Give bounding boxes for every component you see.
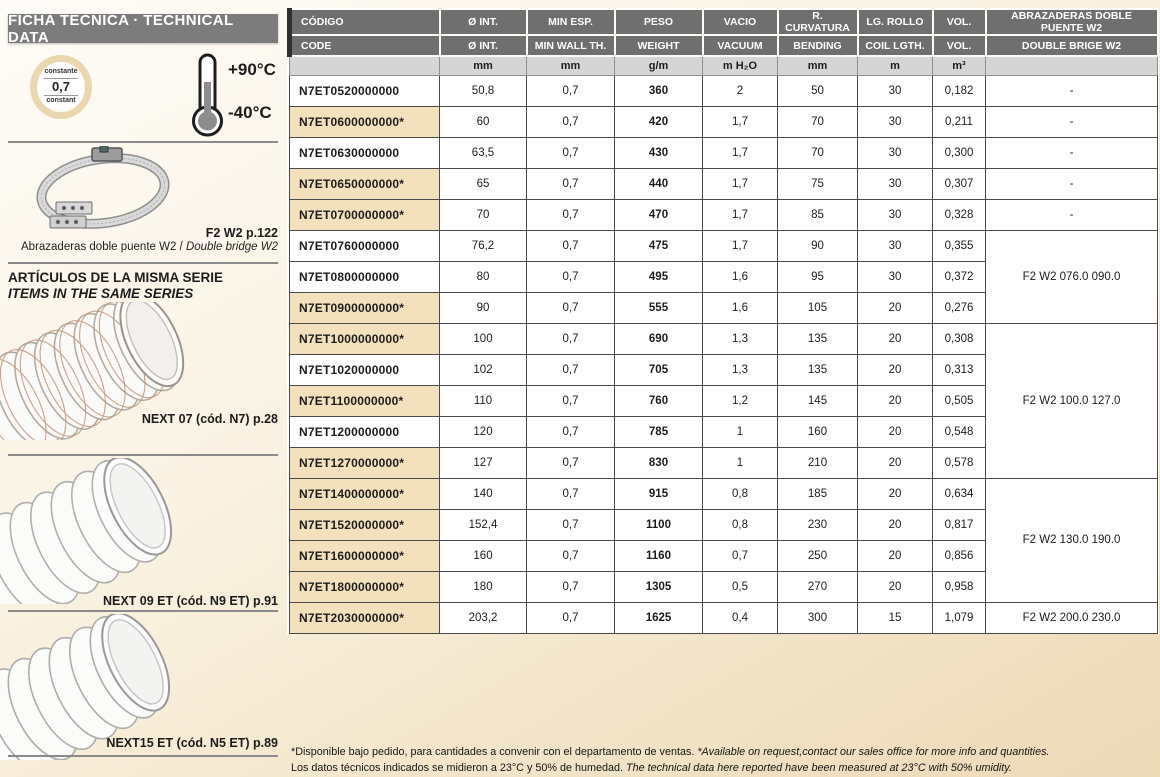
- code-cell: N7ET0650000000*: [290, 168, 440, 199]
- volume-cell: 0,548: [933, 416, 986, 447]
- code-cell: N7ET1020000000: [290, 354, 440, 385]
- code-cell: N7ET0520000000: [290, 75, 440, 106]
- sidebar-divider: [8, 454, 278, 456]
- bending-radius-cell: 75: [778, 168, 858, 199]
- vacuum-cell: 0,5: [703, 571, 778, 602]
- bending-radius-cell: 160: [778, 416, 858, 447]
- vacuum-cell: 1,7: [703, 230, 778, 261]
- coil-length-cell: 30: [858, 261, 933, 292]
- table-row: [290, 602, 1158, 633]
- bending-radius-cell: 105: [778, 292, 858, 323]
- weight-cell: 430: [615, 137, 703, 168]
- bending-radius-cell: 185: [778, 478, 858, 509]
- coil-length-cell: 20: [858, 571, 933, 602]
- vacuum-cell: 0,4: [703, 602, 778, 633]
- vacuum-cell: 1,3: [703, 354, 778, 385]
- table-row: [290, 137, 1158, 168]
- series-title-en: ITEMS IN THE SAME SERIES: [8, 286, 194, 301]
- vacuum-cell: 1,3: [703, 323, 778, 354]
- coil-length-cell: 30: [858, 106, 933, 137]
- table-row: [290, 199, 1158, 230]
- code-cell: N7ET1200000000: [290, 416, 440, 447]
- min-wall-cell: 0,7: [527, 385, 615, 416]
- bending-radius-cell: 135: [778, 354, 858, 385]
- clamp-reference-cell: F2 W2 200.0 230.0: [986, 602, 1158, 633]
- volume-cell: 0,308: [933, 323, 986, 354]
- code-cell: N7ET2030000000*: [290, 602, 440, 633]
- clamp-reference-cell: -: [986, 75, 1158, 106]
- unit-cell: mm: [527, 56, 615, 75]
- bending-radius-cell: 250: [778, 540, 858, 571]
- bending-radius-cell: 90: [778, 230, 858, 261]
- vacuum-cell: 0,7: [703, 540, 778, 571]
- inner-diameter-cell: 180: [440, 571, 527, 602]
- unit-cell: mm: [778, 56, 858, 75]
- vacuum-cell: 1,7: [703, 137, 778, 168]
- clamp-reference-cell: F2 W2 130.0 190.0: [986, 478, 1158, 602]
- column-header: VOL.: [933, 9, 986, 35]
- unit-cell: g/m: [615, 56, 703, 75]
- page-title: [8, 11, 278, 46]
- volume-cell: 0,300: [933, 137, 986, 168]
- page-title-text: FICHA TÈCNICA · TECHNICAL DATA: [8, 11, 234, 46]
- column-header: CÓDIGO: [290, 9, 440, 35]
- technical-data-table: [287, 8, 1159, 634]
- inner-diameter-cell: 50,8: [440, 75, 527, 106]
- coil-length-cell: 20: [858, 292, 933, 323]
- coil-length-cell: 20: [858, 509, 933, 540]
- code-cell: N7ET0600000000*: [290, 106, 440, 137]
- table-header: [290, 9, 1158, 56]
- temperature-min-label: -40°C: [228, 103, 272, 122]
- inner-diameter-cell: 90: [440, 292, 527, 323]
- table-body: [290, 56, 1158, 633]
- hose-image-next-09-et: [0, 458, 260, 604]
- column-header: R. CURVATURA: [778, 9, 858, 35]
- volume-cell: 0,313: [933, 354, 986, 385]
- clamp-reference-cell: -: [986, 137, 1158, 168]
- coil-length-cell: 20: [858, 416, 933, 447]
- volume-cell: 0,634: [933, 478, 986, 509]
- code-cell: N7ET1800000000*: [290, 571, 440, 602]
- coil-length-cell: 30: [858, 199, 933, 230]
- badge-top-label: constante: [44, 68, 78, 76]
- volume-cell: 0,856: [933, 540, 986, 571]
- constant-0-7-badge: [30, 55, 92, 119]
- vacuum-cell: 1,6: [703, 261, 778, 292]
- column-header: LG. ROLLO: [858, 9, 933, 35]
- unit-cell: m H₂O: [703, 56, 778, 75]
- code-cell: N7ET1600000000*: [290, 540, 440, 571]
- weight-cell: 555: [615, 292, 703, 323]
- coil-length-cell: 30: [858, 75, 933, 106]
- column-header: VOL.: [933, 35, 986, 56]
- min-wall-cell: 0,7: [527, 106, 615, 137]
- vacuum-cell: 0,8: [703, 478, 778, 509]
- volume-cell: 0,505: [933, 385, 986, 416]
- coil-length-cell: 15: [858, 602, 933, 633]
- column-header: PESO: [615, 9, 703, 35]
- sidebar-divider: [8, 755, 278, 757]
- min-wall-cell: 0,7: [527, 230, 615, 261]
- bending-radius-cell: 95: [778, 261, 858, 292]
- column-header: COIL LGTH.: [858, 35, 933, 56]
- min-wall-cell: 0,7: [527, 199, 615, 230]
- weight-cell: 440: [615, 168, 703, 199]
- weight-cell: 1625: [615, 602, 703, 633]
- min-wall-cell: 0,7: [527, 540, 615, 571]
- bending-radius-cell: 85: [778, 199, 858, 230]
- vacuum-cell: 1,7: [703, 106, 778, 137]
- double-bridge-clamp-image: [28, 146, 178, 237]
- bending-radius-cell: 300: [778, 602, 858, 633]
- table-row: [290, 478, 1158, 509]
- bending-radius-cell: 145: [778, 385, 858, 416]
- code-cell: N7ET1400000000*: [290, 478, 440, 509]
- column-header: MIN ESP.: [527, 9, 615, 35]
- inner-diameter-cell: 70: [440, 199, 527, 230]
- bending-radius-cell: 70: [778, 137, 858, 168]
- weight-cell: 420: [615, 106, 703, 137]
- sidebar-divider: [8, 610, 278, 612]
- volume-cell: 0,328: [933, 199, 986, 230]
- weight-cell: 915: [615, 478, 703, 509]
- volume-cell: 0,355: [933, 230, 986, 261]
- column-header: WEIGHT: [615, 35, 703, 56]
- volume-cell: 0,958: [933, 571, 986, 602]
- bending-radius-cell: 135: [778, 323, 858, 354]
- badge-bottom-label: constant: [46, 97, 76, 105]
- min-wall-cell: 0,7: [527, 75, 615, 106]
- footnote-line-1: *Disponible bajo pedido, para cantidades a convenir con el departamento de ventas. *Available on request,contact our sales office for more info and quantities.: [291, 746, 1050, 758]
- min-wall-cell: 0,7: [527, 261, 615, 292]
- column-header: DOUBLE BRIGE W2: [986, 35, 1158, 56]
- unit-cell: [290, 56, 440, 75]
- vacuum-cell: 1,7: [703, 168, 778, 199]
- inner-diameter-cell: 120: [440, 416, 527, 447]
- min-wall-cell: 0,7: [527, 323, 615, 354]
- sidebar-divider: [8, 141, 278, 143]
- inner-diameter-cell: 110: [440, 385, 527, 416]
- volume-cell: 0,372: [933, 261, 986, 292]
- inner-diameter-cell: 140: [440, 478, 527, 509]
- volume-cell: 0,817: [933, 509, 986, 540]
- vacuum-cell: 1: [703, 447, 778, 478]
- inner-diameter-cell: 152,4: [440, 509, 527, 540]
- code-cell: N7ET0630000000: [290, 137, 440, 168]
- volume-cell: 0,276: [933, 292, 986, 323]
- column-header: ABRAZADERAS DOBLE PUENTE W2: [986, 9, 1158, 35]
- weight-cell: 1100: [615, 509, 703, 540]
- footnote-line-2: Los datos técnicos indicados se midieron a 23°C y 50% de humedad. The technical data here reported have been measured at 23°C with 50% umidity.: [291, 762, 1012, 775]
- bending-radius-cell: 70: [778, 106, 858, 137]
- code-cell: N7ET1000000000*: [290, 323, 440, 354]
- volume-cell: 0,578: [933, 447, 986, 478]
- inner-diameter-cell: 76,2: [440, 230, 527, 261]
- inner-diameter-cell: 65: [440, 168, 527, 199]
- column-header: VACUUM: [703, 35, 778, 56]
- table-row: [290, 168, 1158, 199]
- code-cell: N7ET0900000000*: [290, 292, 440, 323]
- weight-cell: 470: [615, 199, 703, 230]
- column-header: CODE: [290, 35, 440, 56]
- series-title-es: ARTÍCULOS DE LA MISMA SERIE: [8, 270, 224, 285]
- coil-length-cell: 30: [858, 230, 933, 261]
- column-header: Ø INT.: [440, 35, 527, 56]
- min-wall-cell: 0,7: [527, 447, 615, 478]
- min-wall-cell: 0,7: [527, 602, 615, 633]
- bending-radius-cell: 50: [778, 75, 858, 106]
- volume-cell: 1,079: [933, 602, 986, 633]
- clamp-reference-cell: F2 W2 076.0 090.0: [986, 230, 1158, 323]
- code-cell: N7ET0700000000*: [290, 199, 440, 230]
- series-item-caption: NEXT 07 (cód. N7) p.28: [141, 412, 278, 426]
- min-wall-cell: 0,7: [527, 478, 615, 509]
- weight-cell: 1305: [615, 571, 703, 602]
- inner-diameter-cell: 80: [440, 261, 527, 292]
- column-header: VACIO: [703, 9, 778, 35]
- bending-radius-cell: 270: [778, 571, 858, 602]
- clamp-reference-cell: -: [986, 199, 1158, 230]
- weight-cell: 495: [615, 261, 703, 292]
- min-wall-cell: 0,7: [527, 137, 615, 168]
- series-item-caption: NEXT 09 ET (cód. N9 ET) p.91: [102, 594, 278, 608]
- vacuum-cell: 1,2: [703, 385, 778, 416]
- inner-diameter-cell: 203,2: [440, 602, 527, 633]
- code-cell: N7ET1520000000*: [290, 509, 440, 540]
- coil-length-cell: 20: [858, 323, 933, 354]
- coil-length-cell: 20: [858, 385, 933, 416]
- volume-cell: 0,307: [933, 168, 986, 199]
- min-wall-cell: 0,7: [527, 416, 615, 447]
- vacuum-cell: 1,6: [703, 292, 778, 323]
- thermometer-icon: [188, 52, 228, 143]
- min-wall-cell: 0,7: [527, 168, 615, 199]
- inner-diameter-cell: 160: [440, 540, 527, 571]
- unit-cell: [986, 56, 1158, 75]
- inner-diameter-cell: 60: [440, 106, 527, 137]
- bending-radius-cell: 230: [778, 509, 858, 540]
- bending-radius-cell: 210: [778, 447, 858, 478]
- min-wall-cell: 0,7: [527, 354, 615, 385]
- clamp-page-reference: F2 W2 p.122: [205, 226, 278, 240]
- series-item-caption: NEXT15 ET (cód. N5 ET) p.89: [106, 736, 278, 750]
- coil-length-cell: 20: [858, 447, 933, 478]
- unit-cell: mm: [440, 56, 527, 75]
- code-cell: N7ET1270000000*: [290, 447, 440, 478]
- table-row: [290, 75, 1158, 106]
- table-row: [290, 106, 1158, 137]
- badge-divider-line: [44, 95, 78, 96]
- units-row: [290, 56, 1158, 75]
- weight-cell: 1160: [615, 540, 703, 571]
- column-header: BENDING: [778, 35, 858, 56]
- clamp-caption: Abrazaderas doble puente W2 / Double bridge W2: [21, 241, 278, 253]
- inner-diameter-cell: 102: [440, 354, 527, 385]
- unit-cell: m³: [933, 56, 986, 75]
- vacuum-cell: 1,7: [703, 199, 778, 230]
- vacuum-cell: 0,8: [703, 509, 778, 540]
- unit-cell: m: [858, 56, 933, 75]
- column-header: MIN WALL TH.: [527, 35, 615, 56]
- min-wall-cell: 0,7: [527, 571, 615, 602]
- inner-diameter-cell: 63,5: [440, 137, 527, 168]
- table-row: [290, 323, 1158, 354]
- weight-cell: 760: [615, 385, 703, 416]
- coil-length-cell: 20: [858, 540, 933, 571]
- min-wall-cell: 0,7: [527, 292, 615, 323]
- inner-diameter-cell: 127: [440, 447, 527, 478]
- clamp-reference-cell: F2 W2 100.0 127.0: [986, 323, 1158, 478]
- clamp-reference-cell: -: [986, 106, 1158, 137]
- badge-value: 0,7: [51, 78, 71, 94]
- code-cell: N7ET0800000000: [290, 261, 440, 292]
- footnote: [291, 744, 1155, 776]
- temperature-max-label: +90°C: [228, 60, 276, 79]
- vacuum-cell: 2: [703, 75, 778, 106]
- sidebar-divider: [8, 262, 278, 264]
- weight-cell: 785: [615, 416, 703, 447]
- clamp-reference-cell: -: [986, 168, 1158, 199]
- coil-length-cell: 20: [858, 354, 933, 385]
- coil-length-cell: 20: [858, 478, 933, 509]
- coil-length-cell: 30: [858, 137, 933, 168]
- weight-cell: 475: [615, 230, 703, 261]
- weight-cell: 690: [615, 323, 703, 354]
- volume-cell: 0,182: [933, 75, 986, 106]
- weight-cell: 360: [615, 75, 703, 106]
- inner-diameter-cell: 100: [440, 323, 527, 354]
- volume-cell: 0,211: [933, 106, 986, 137]
- coil-length-cell: 30: [858, 168, 933, 199]
- column-header: Ø INT.: [440, 9, 527, 35]
- code-cell: N7ET0760000000: [290, 230, 440, 261]
- code-cell: N7ET1100000000*: [290, 385, 440, 416]
- weight-cell: 830: [615, 447, 703, 478]
- vacuum-cell: 1: [703, 416, 778, 447]
- weight-cell: 705: [615, 354, 703, 385]
- min-wall-cell: 0,7: [527, 509, 615, 540]
- table-row: [290, 230, 1158, 261]
